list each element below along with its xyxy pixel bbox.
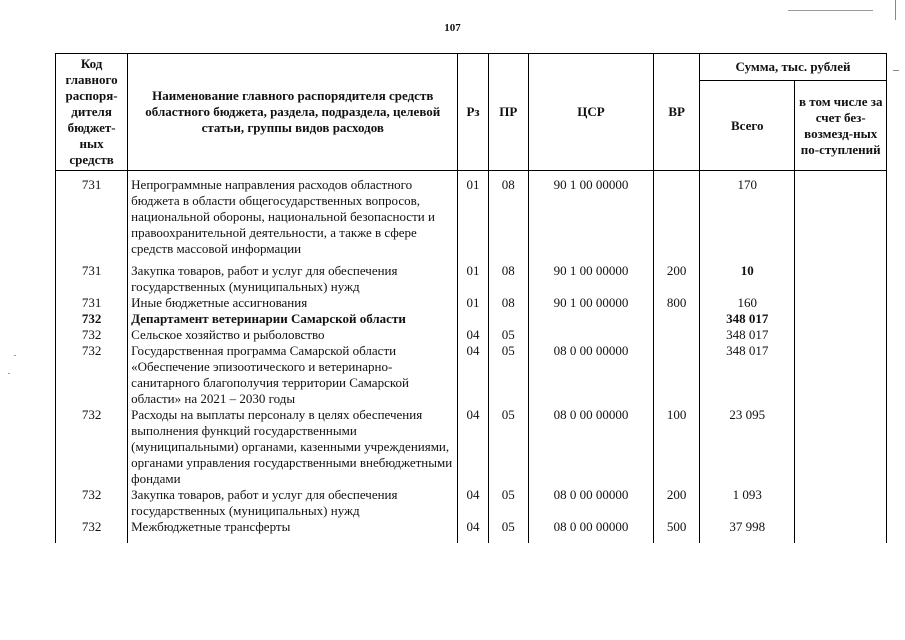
cell-rz: 04 [458,343,488,407]
cell-code: 732 [56,327,128,343]
col-header-free: в том числе за счет без-возмезд-ных по-ступлений [795,81,887,171]
cell-free [795,295,887,311]
cell-vr: 100 [654,407,700,487]
cell-csr: 90 1 00 00000 [528,177,654,257]
cell-csr [528,311,654,327]
table-row [56,311,887,327]
cell-total: 37 998 [700,519,795,543]
cell-free [795,177,887,257]
cell-vr [654,327,700,343]
table-row [56,519,887,543]
table-row [56,257,887,295]
cell-code: 732 [56,407,128,487]
cell-vr [654,343,700,407]
cell-name: Закупка товаров, работ и услуг для обеспечения государственных (муниципальных) нужд [128,487,458,519]
cell-pr: 05 [488,407,528,487]
cell-total: 160 [700,295,795,311]
cell-vr: 200 [654,487,700,519]
cell-code: 732 [56,519,128,543]
corner-tick [895,0,896,20]
cell-name: Департамент ветеринарии Самарской области [128,311,458,327]
cell-csr: 08 0 00 00000 [528,343,654,407]
margin-dot [8,373,10,374]
cell-pr [488,311,528,327]
cell-name: Государственная программа Самарской области «Обеспечение эпизоотического и ветеринарно-санитарного благополучия территории Самарской области» на 2021 – 2030 годы [128,343,458,407]
cell-free [795,257,887,295]
col-header-code: Код главного распоря-дителя бюджет-ных средств [56,54,128,171]
cell-vr [654,311,700,327]
cell-free [795,407,887,487]
cell-rz [458,311,488,327]
cell-csr: 08 0 00 00000 [528,519,654,543]
cell-rz: 01 [458,177,488,257]
cell-name: Закупка товаров, работ и услуг для обеспечения государственных (муниципальных) нужд [128,257,458,295]
col-header-pr: ПР [488,54,528,171]
cell-total: 348 017 [700,343,795,407]
cell-free [795,343,887,407]
cell-pr: 05 [488,519,528,543]
cell-free [795,487,887,519]
col-header-name: Наименование главного распорядителя средств областного бюджета, раздела, подраздела, целевой статьи, группы видов расходов [128,54,458,171]
cell-code: 731 [56,177,128,257]
table-row [56,177,887,257]
col-header-total: Всего [700,81,795,171]
cell-pr: 05 [488,487,528,519]
cell-pr: 05 [488,327,528,343]
margin-tick [893,70,899,71]
table-row [56,407,887,487]
cell-name: Межбюджетные трансферты [128,519,458,543]
col-header-rz: Рз [458,54,488,171]
cell-name: Иные бюджетные ассигнования [128,295,458,311]
cell-csr: 08 0 00 00000 [528,407,654,487]
cell-csr: 90 1 00 00000 [528,257,654,295]
cell-pr: 05 [488,343,528,407]
cell-free [795,519,887,543]
cell-rz: 04 [458,519,488,543]
cell-name: Сельское хозяйство и рыболовство [128,327,458,343]
cell-vr: 500 [654,519,700,543]
cell-rz: 01 [458,257,488,295]
table-row [56,327,887,343]
cell-pr: 08 [488,295,528,311]
col-header-sum: Сумма, тыс. рублей [700,54,887,81]
cell-total: 23 095 [700,407,795,487]
corner-mark [788,10,873,11]
cell-code: 732 [56,343,128,407]
cell-total: 1 093 [700,487,795,519]
cell-rz: 04 [458,327,488,343]
cell-csr: 08 0 00 00000 [528,487,654,519]
table-row [56,343,887,407]
cell-name: Непрограммные направления расходов областного бюджета в области общегосударственных вопросов, национальной обороны, национальной безопасности и правоохранительной деятельности, а также в сфере средств массовой информации [128,177,458,257]
cell-pr: 08 [488,257,528,295]
cell-code: 732 [56,311,128,327]
cell-rz: 01 [458,295,488,311]
col-header-vr: ВР [654,54,700,171]
cell-vr [654,177,700,257]
header-row [56,54,887,81]
cell-name: Расходы на выплаты персоналу в целях обеспечения выполнения функций государственными (муниципальными) органами, казенными учреждениями, органами управления государственными внебюджетными фондами [128,407,458,487]
cell-free [795,327,887,343]
cell-total: 10 [700,257,795,295]
margin-dot [14,355,16,356]
cell-free [795,311,887,327]
cell-total: 170 [700,177,795,257]
budget-table [55,53,887,543]
cell-rz: 04 [458,407,488,487]
cell-total: 348 017 [700,311,795,327]
table-row [56,295,887,311]
cell-vr: 800 [654,295,700,311]
table-row [56,487,887,519]
cell-vr: 200 [654,257,700,295]
cell-code: 731 [56,257,128,295]
cell-csr [528,327,654,343]
col-header-csr: ЦСР [528,54,654,171]
cell-csr: 90 1 00 00000 [528,295,654,311]
cell-total: 348 017 [700,327,795,343]
cell-rz: 04 [458,487,488,519]
cell-code: 732 [56,487,128,519]
cell-code: 731 [56,295,128,311]
page-number: 107 [444,22,461,34]
cell-pr: 08 [488,177,528,257]
